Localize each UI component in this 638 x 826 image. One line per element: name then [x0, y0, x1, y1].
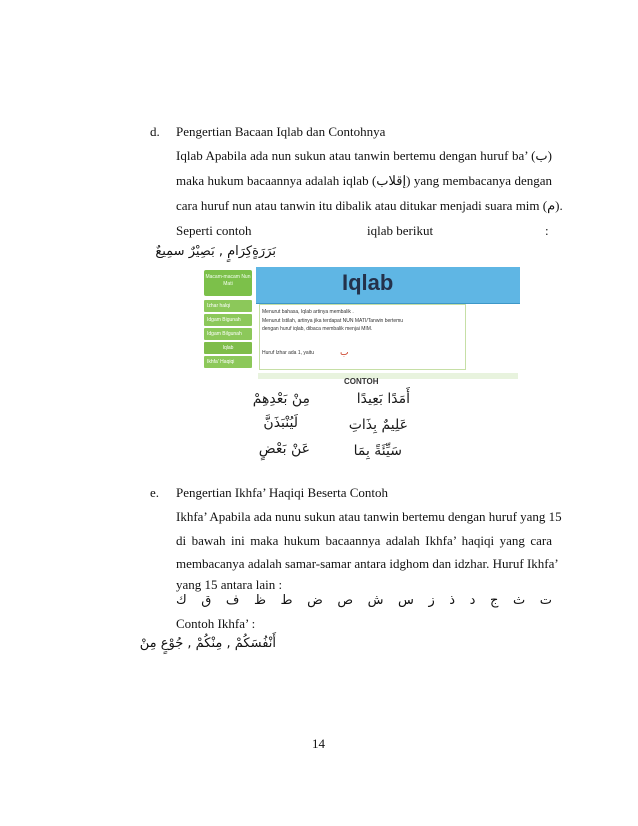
- section-d-line-4-mid: iqlab berikut: [367, 223, 434, 238]
- figure-example-right-2: عَلِيمٌ بِذَاتِ: [348, 417, 408, 433]
- section-e-heading: Pengertian Ikhfa’ Haqiqi Beserta Contoh: [176, 485, 389, 500]
- figure-example-right-3: سَيِّئَةً بِمَا: [353, 443, 402, 459]
- figure-example-left-3: عَنْ بَعْضٍ: [258, 441, 310, 457]
- figure-sidebar: [202, 267, 256, 475]
- ikhfa-letter: ظ: [253, 593, 266, 608]
- figure-example-left-2: لَيُنْبَذَنَّ: [263, 415, 298, 431]
- section-d-line-4-right: :: [545, 223, 549, 238]
- ikhfa-letter: ج: [489, 593, 499, 608]
- ikhfa-letter: ت: [539, 593, 552, 608]
- section-d-line-1: Iqlab Apabila ada nun sukun atau tanwin bertemu dengan huruf ba’ (ب): [176, 148, 552, 163]
- ikhfa-letter: ث: [512, 593, 526, 608]
- figure-example-right-1: أَمَدًا بَعِيدًا: [356, 391, 410, 407]
- figure-title: Iqlab: [342, 270, 394, 295]
- page-number: 14: [312, 736, 325, 751]
- figure-contoh-bar: [258, 373, 518, 379]
- figure-box-line-3: dengan huruf iqlab, dibaca membalik menjai MIM.: [262, 326, 373, 332]
- section-e-marker: e.: [150, 485, 160, 500]
- figure-menu-izhar[interactable]: Izhar halqi: [204, 300, 252, 312]
- ikhfa-letter: ش: [367, 593, 384, 608]
- figure-menu-idgam-bilgunah[interactable]: Idgam Bilgunah: [204, 328, 252, 340]
- figure-logo: Macam-macam Nun Mati: [204, 270, 252, 296]
- figure-box-line-1: Menurut bahasa, Iqlab artinya membalik .: [262, 309, 354, 315]
- section-e-example-label: Contoh Ikhfa’ :: [176, 616, 256, 631]
- ikhfa-letters-row: [176, 593, 552, 611]
- ikhfa-letter: د: [469, 593, 476, 608]
- section-e-line-2: di bawah ini maka hukum bacaannya adalah Ikhfa’ haqiqi yang cara: [176, 533, 552, 548]
- ikhfa-letter: ز: [428, 593, 435, 608]
- section-d-heading: Pengertian Bacaan Iqlab dan Contohnya: [176, 124, 386, 139]
- figure-example-left-1: مِنْ بَعْدِهِمْ: [252, 391, 310, 407]
- ikhfa-letter: ط: [280, 593, 293, 608]
- ikhfa-letter: ص: [337, 593, 354, 608]
- ikhfa-letter: ف: [225, 593, 240, 608]
- figure-box-line-2: Menurut Istilah, artinya jika terdapat NUN MATI/Tanwin bertemu: [262, 318, 404, 324]
- figure-contoh-label: CONTOH: [344, 377, 379, 386]
- section-d-line-2: maka hukum bacaannya adalah iqlab (إقلاب) yang membacanya dengan: [176, 173, 552, 188]
- section-d-line-4-left: Seperti contoh: [176, 223, 252, 238]
- figure-box-letter: ب: [340, 348, 349, 358]
- section-e-line-1: Ikhfa’ Apabila ada nunu sukun atau tanwin bertemu dengan huruf yang 15: [176, 509, 562, 524]
- section-e-arabic-example: أَنْفُسَكُمْ , مِنْكُمْ , جُوْعٍ مِنْ: [139, 636, 276, 651]
- figure-menu-ikhfa[interactable]: Ikhfa' Haqiqi: [204, 356, 252, 368]
- ikhfa-letter: ذ: [449, 593, 456, 608]
- section-d-marker: d.: [150, 124, 160, 139]
- figure-menu-idgam-bigunah[interactable]: Idgam Bigunah: [204, 314, 252, 326]
- section-e-line-3: membacanya adalah samar-samar antara idghom dan idzhar. Huruf Ikhfa’: [176, 556, 559, 571]
- ikhfa-letter: ك: [176, 593, 187, 608]
- ikhfa-letter: ض: [307, 593, 323, 608]
- figure-menu-iqlab[interactable]: Iqlab: [204, 342, 252, 354]
- iqlab-figure: [202, 267, 520, 475]
- section-e-line-4: yang 15 antara lain :: [176, 577, 283, 592]
- section-d-arabic-example: بَرَرَةٍكِرَامٍ , بَصِيْرٌ سمِيعٌ: [155, 244, 276, 259]
- section-d-line-3: cara huruf nun atau tanwin itu dibalik atau ditukar menjadi suara mim (م).: [176, 198, 563, 213]
- ikhfa-letter: ق: [201, 593, 212, 608]
- ikhfa-letter: س: [398, 593, 414, 608]
- figure-box-line-4: Huruf Izhar ada 1, yaitu: [262, 350, 314, 356]
